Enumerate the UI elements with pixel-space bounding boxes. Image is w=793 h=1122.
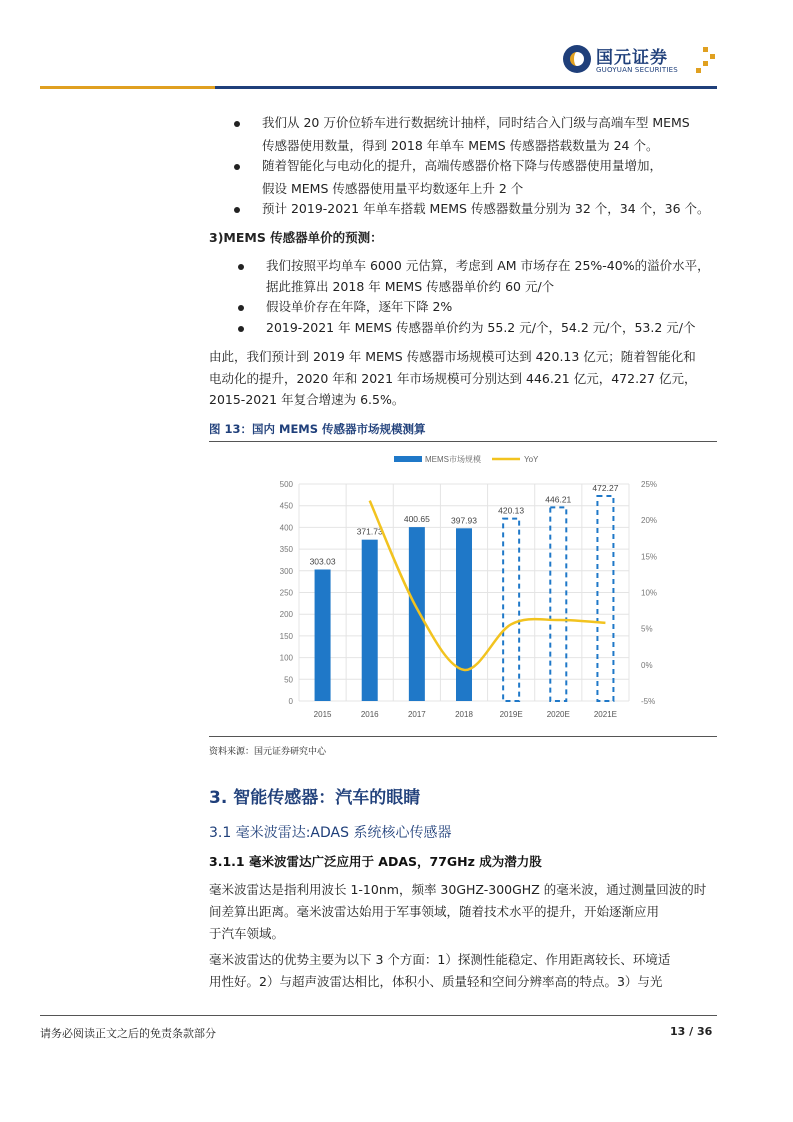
bullet-line: 我们从 20 万价位轿车进行数据统计抽样，同时结合入门级与高端车型 MEMS	[262, 115, 690, 130]
bullet-line: 预计 2019-2021 年单车搭载 MEMS 传感器数量分别为 32 个，34 个，36 个。	[262, 201, 710, 216]
bar	[362, 540, 378, 701]
sub-heading: 3)MEMS 传感器单价的预测：	[209, 230, 383, 245]
bar	[456, 528, 472, 701]
header-rule-blue	[215, 86, 717, 89]
bullet-icon	[234, 207, 240, 213]
y-left-tick-label: 200	[279, 610, 293, 620]
y-left-tick-label: 0	[288, 697, 293, 706]
y-right-tick-label: 20%	[641, 516, 658, 526]
bullet-icon	[238, 326, 244, 332]
legend-bar-swatch	[394, 456, 422, 462]
bullet-icon	[234, 121, 240, 127]
bullet-line: 假设单价存在年降，逐年下降 2%	[266, 299, 453, 314]
paragraph-line: 电动化的提升，2020 年和 2021 年市场规模可分别达到 446.21 亿元，472.27 亿元，	[209, 371, 697, 386]
bar-forecast	[503, 519, 519, 701]
y-left-tick-label: 50	[284, 675, 293, 685]
y-left-tick-label: 500	[279, 480, 293, 489]
bar-forecast	[597, 496, 613, 701]
subsubsection-heading: 3.1.1 毫米波雷达广泛应用于 ADAS，77GHz 成为潜力股	[209, 854, 542, 869]
y-left-tick-label: 100	[279, 653, 293, 663]
logo-square-icon	[710, 54, 715, 59]
figure-top-rule	[209, 441, 717, 442]
bullet-line: 2019-2021 年 MEMS 传感器单价约为 55.2 元/个，54.2 元/个，53.2 元/个	[266, 320, 696, 335]
paragraph-line: 由此，我们预计到 2019 年 MEMS 传感器市场规模可达到 420.13 亿元；随着智能化和	[209, 349, 696, 364]
bullet-line: 据此推算出 2018 年 MEMS 传感器单价约 60 元/个	[266, 279, 555, 294]
x-tick-label: 2019E	[499, 710, 523, 719]
bar	[409, 527, 425, 701]
x-tick-label: 2017	[407, 710, 426, 719]
bar	[315, 569, 331, 701]
footer-rule	[40, 1015, 717, 1016]
bullet-line: 假设 MEMS 传感器使用量平均数逐年上升 2 个	[262, 181, 524, 196]
bar-data-label: 371.73	[356, 526, 383, 537]
logo-square-icon	[696, 68, 701, 73]
x-tick-label: 2016	[360, 710, 379, 719]
y-right-tick-label: -5%	[641, 697, 656, 706]
logo-text-cn: 国元证券	[596, 48, 668, 68]
y-right-tick-label: 5%	[641, 624, 653, 634]
x-tick-label: 2021E	[593, 710, 617, 719]
header-rule-gold	[40, 86, 215, 89]
logo-square-icon	[703, 61, 708, 66]
logo-emblem-icon	[563, 45, 591, 73]
paragraph-line: 2015-2021 年复合增速为 6.5%。	[209, 392, 405, 407]
y-right-tick-label: 15%	[641, 552, 658, 562]
legend-label: YoY	[524, 455, 539, 464]
bar-data-label: 303.03	[309, 556, 336, 567]
bullet-icon	[234, 164, 240, 170]
bar-data-label: 397.93	[451, 515, 477, 526]
bullet-line: 随着智能化与电动化的提升，高端传感器价格下降与传感器使用量增加，	[262, 158, 663, 173]
y-right-tick-label: 0%	[641, 660, 653, 670]
y-left-tick-label: 150	[279, 631, 293, 641]
bullet-icon	[238, 264, 244, 270]
paragraph-line: 于汽车领域。	[209, 926, 285, 941]
legend-label: MEMS市场规模	[425, 455, 481, 464]
chart-legend	[394, 454, 539, 464]
y-left-tick-label: 450	[279, 501, 293, 511]
y-right-tick-label: 10%	[641, 588, 658, 598]
figure-bottom-rule	[209, 736, 717, 737]
footer-disclaimer: 请务必阅读正文之后的免责条款部分	[40, 1027, 216, 1040]
logo-square-icon	[703, 47, 708, 52]
logo-text-en: GUOYUAN SECURITIES	[596, 66, 678, 74]
paragraph-line: 间差算出距离。毫米波雷达始用于军事领域，随着技术水平的提升，开始逐渐应用	[209, 904, 660, 919]
y-left-tick-label: 350	[279, 545, 293, 555]
bar-forecast	[550, 507, 566, 701]
y-right-tick-label: 25%	[641, 480, 658, 489]
mems-market-chart	[209, 444, 717, 734]
y-left-tick-label: 300	[279, 566, 293, 576]
bullet-line: 传感器使用数量，得到 2018 年单车 MEMS 传感器搭载数量为 24 个。	[262, 138, 659, 153]
subsection-heading: 3.1 毫米波雷达:ADAS 系统核心传感器	[209, 825, 452, 841]
page-number: 13 / 36	[670, 1025, 713, 1038]
x-tick-label: 2015	[313, 710, 332, 719]
figure-source: 资料来源：国元证券研究中心	[209, 747, 327, 757]
section-heading: 3. 智能传感器：汽车的眼睛	[209, 788, 421, 808]
bullet-line: 我们按照平均单车 6000 元估算，考虑到 AM 市场存在 25%-40%的溢价水平，	[266, 258, 710, 273]
x-tick-label: 2018	[455, 710, 473, 719]
bullet-icon	[238, 305, 244, 311]
company-logo	[563, 43, 723, 83]
bar-data-label: 400.65	[403, 514, 430, 525]
paragraph-line: 毫米波雷达是指利用波长 1-10nm，频率 30GHZ-300GHZ 的毫米波，通过测量回波的时	[209, 882, 707, 897]
y-left-tick-label: 250	[279, 588, 293, 598]
y-left-tick-label: 400	[279, 523, 293, 533]
bar-data-label: 446.21	[545, 494, 572, 505]
figure-title: 图 13：国内 MEMS 传感器市场规模测算	[209, 422, 426, 436]
bar-data-label: 472.27	[592, 483, 619, 494]
paragraph-line: 用性好。2）与超声波雷达相比，体积小、质量轻和空间分辨率高的特点。3）与光	[209, 974, 663, 989]
paragraph-line: 毫米波雷达的优势主要为以下 3 个方面：1）探测性能稳定、作用距离较长、环境适	[209, 952, 671, 967]
x-tick-label: 2020E	[546, 710, 570, 719]
bar-data-label: 420.13	[498, 505, 525, 516]
